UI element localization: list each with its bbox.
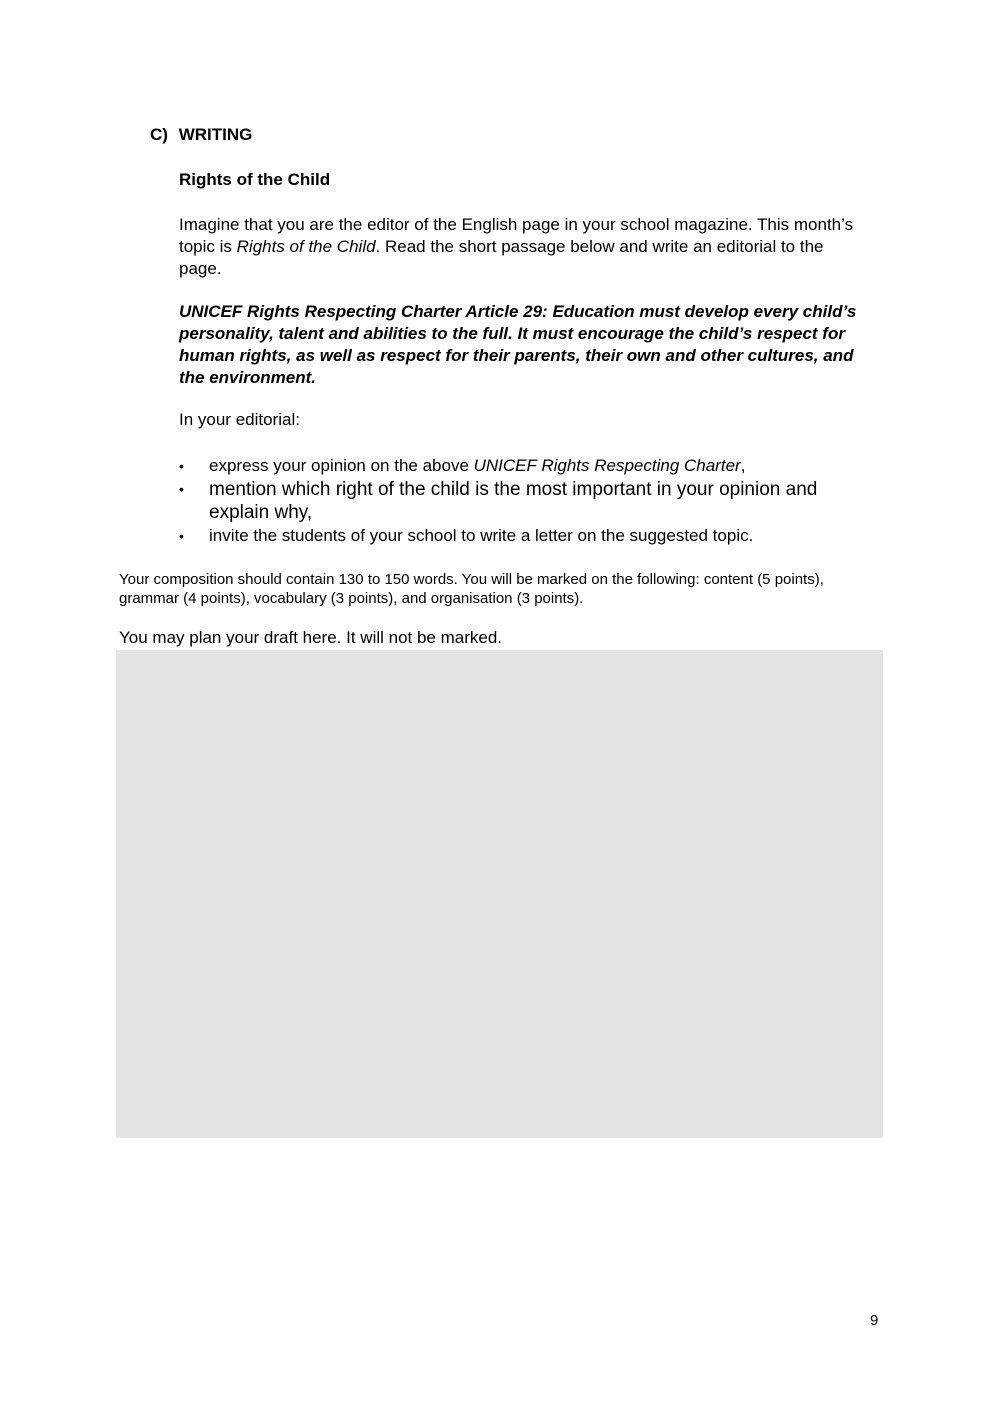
intro-text-end: . Read the short passage below and write an editorial to the page. (179, 237, 824, 278)
intro-topic: Rights of the Child (236, 237, 376, 256)
draft-label: You may plan your draft here. It will not be marked. (119, 628, 503, 647)
bullet-icon: • (179, 528, 184, 544)
task-intro (179, 214, 859, 280)
section-title: WRITING (178, 125, 253, 144)
bullet-icon: • (179, 458, 184, 474)
bullet-icon: • (179, 481, 184, 497)
bullet-text: invite the students of your school to write a letter on the suggested topic. (209, 526, 754, 545)
list-item (179, 478, 869, 524)
marking-instructions: Your composition should contain 130 to 150 words. You will be marked on the following: content (5 points), grammar (4 points), vocabulary (3 points), and organisation (3 points). (119, 571, 824, 607)
list-item (179, 525, 869, 547)
bullet-text-end: , (740, 456, 746, 475)
intro-text-start: Imagine that you are the editor of the English page in your school magazine. This month’s topic is (179, 215, 854, 256)
editorial-requirements-list (179, 455, 869, 548)
list-intro: In your editorial: (179, 410, 300, 429)
draft-input[interactable] (116, 650, 883, 1138)
section-heading (150, 125, 252, 145)
bullet-text: express your opinion on the above (209, 456, 474, 475)
page-number: 9 (870, 1312, 879, 1329)
charter-quote: UNICEF Rights Respecting Charter Article 29: Education must develop every child’s personality, talent and abilities to the full. It must encourage the child’s respect for human rights, as well as respect for their parents, their own and other cultures, and the environment. (179, 302, 857, 387)
list-item (179, 455, 869, 477)
task-title: Rights of the Child (179, 170, 331, 189)
bullet-italic-text: UNICEF Rights Respecting Charter (473, 456, 741, 475)
section-letter: C) (150, 125, 168, 144)
bullet-text: mention which right of the child is the most important in your opinion and explain why, (209, 479, 818, 523)
